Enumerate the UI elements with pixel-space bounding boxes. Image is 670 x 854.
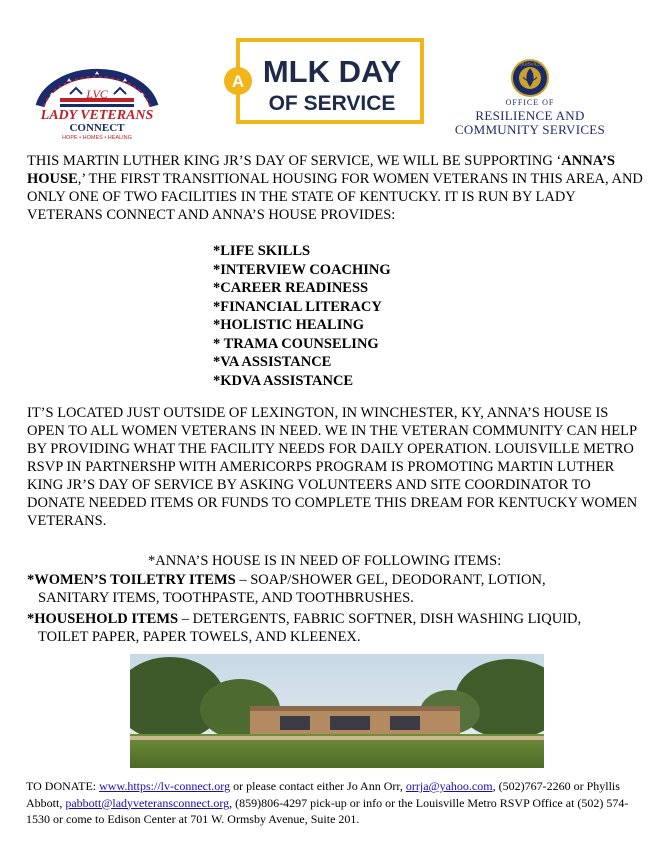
donate-info <box>26 778 638 828</box>
building-photo <box>130 654 544 768</box>
mlk-day-of-service-logo <box>222 38 424 124</box>
services-list <box>213 242 513 390</box>
intro-text-after: ,’ THE FIRST TRANSITIONAL HOUSING FOR WOMEN VETERANS IN THIS AREA, AND ONLY ONE OF TWO FACILITIES IN THE STATE OF KENTUCKY. IT IS RUN BY LADY VETERANS CONNECT AND ANNA’S HOUSE PROVIDES: <box>27 171 643 223</box>
need-text-continued: SANITARY ITEMS, TOOTHPASTE, AND TOOTHBRUSHES. <box>38 590 414 606</box>
lvc-name: LADY VETERANS <box>40 108 154 123</box>
email-link-orr[interactable]: orrja@yahoo.com <box>405 779 493 793</box>
donate-text: , (502)767-2260 or Phyllis Abbott, <box>26 779 620 810</box>
service-item: *KDVA ASSISTANCE <box>213 372 354 389</box>
website-link[interactable]: www.https://lv-connect.org <box>99 779 231 793</box>
ors-office-of: OFFICE OF <box>505 98 555 107</box>
ors-logo <box>440 58 620 140</box>
service-item: *HOLISTIC HEALING <box>213 317 365 333</box>
louisville-seal-icon <box>510 58 550 98</box>
ors-community-services: COMMUNITY SERVICES <box>454 122 606 137</box>
need-text-continued: TOILET PAPER, PAPER TOWELS, AND KLEENEX. <box>38 629 361 645</box>
lvc-connect: CONNECT <box>69 122 125 134</box>
service-item: *CAREER READINESS <box>213 280 369 296</box>
donate-text: , (859)806-4297 pick-up or info or the Louisville Metro RSVP Office at (502) 574-1530 or come to Edison Center at 701 W. Ormsby Avenue, Suite 201. <box>26 795 629 826</box>
need-text: – DETERGENTS, FABRIC SOFTNER, DISH WASHING LIQUID, <box>178 611 582 627</box>
mlk-title: MLK DAY <box>262 54 402 89</box>
service-item: *VA ASSISTANCE <box>213 354 332 370</box>
intro-paragraph <box>27 152 647 224</box>
annas-house-name: ANNA’S HOUSE <box>27 153 615 187</box>
lvc-tagline: HOPE • HOMES • HEALING <box>62 135 132 141</box>
donate-prefix: TO DONATE: <box>26 779 100 793</box>
seal-text: LOUISVILLE <box>517 61 543 67</box>
service-item: *LIFE SKILLS <box>213 243 311 259</box>
need-household-items <box>27 610 647 646</box>
need-toiletry-items <box>27 571 647 607</box>
service-item: *INTERVIEW COACHING <box>213 261 391 278</box>
donate-text: or please contact either Jo Ann Orr, <box>230 779 406 793</box>
ors-resilience: RESILIENCE AND <box>475 108 585 123</box>
americorps-a-icon: A <box>231 72 245 91</box>
need-text: – SOAP/SHOWER GEL, DEODORANT, LOTION, <box>235 572 546 588</box>
lvc-monogram: LVC <box>86 87 108 101</box>
need-label: *WOMEN’S TOILETRY ITEMS <box>27 572 236 588</box>
intro-text-before: THIS MARTIN LUTHER KING JR’S DAY OF SERVICE, WE WILL BE SUPPORTING ‘ <box>27 153 562 169</box>
location-paragraph: IT’S LOCATED JUST OUTSIDE OF LEXINGTON, IN WINCHESTER, KY, ANNA’S HOUSE IS OPEN TO ALL WOMEN VETERANS IN NEED. WE IN THE VETERAN COMMUNITY CAN HELP BY PROVIDING WHAT THE FACILITY NEEDS FOR DAILY OPERATION. LOUISVILLE METRO RSVP IN PARTNERSHP WITH AMERICORPS PROGRAM IS PROMOTING MARTIN LUTHER KING JR’S DAY OF SERVICE BY ASKING VOLUNTEERS AND SITE COORDINATOR TO DONATE NEEDED ITEMS OR FUNDS TO COMPLETE THIS DREAM FOR KENTUCKY WOMEN VETERANS. <box>27 405 638 529</box>
mlk-subtitle: OF SERVICE <box>268 92 396 115</box>
need-label: *HOUSEHOLD ITEMS <box>27 611 179 627</box>
email-link-abbott[interactable]: pabbott@ladyveteransconnect.org <box>65 795 230 810</box>
lady-veterans-connect-logo <box>22 58 172 142</box>
header <box>0 0 670 150</box>
service-item: * TRAMA COUNSELING <box>213 335 379 352</box>
service-item: *FINANCIAL LITERACY <box>213 298 382 315</box>
needs-title: *ANNA’S HOUSE IS IN NEED OF FOLLOWING ITEMS: <box>148 553 502 569</box>
